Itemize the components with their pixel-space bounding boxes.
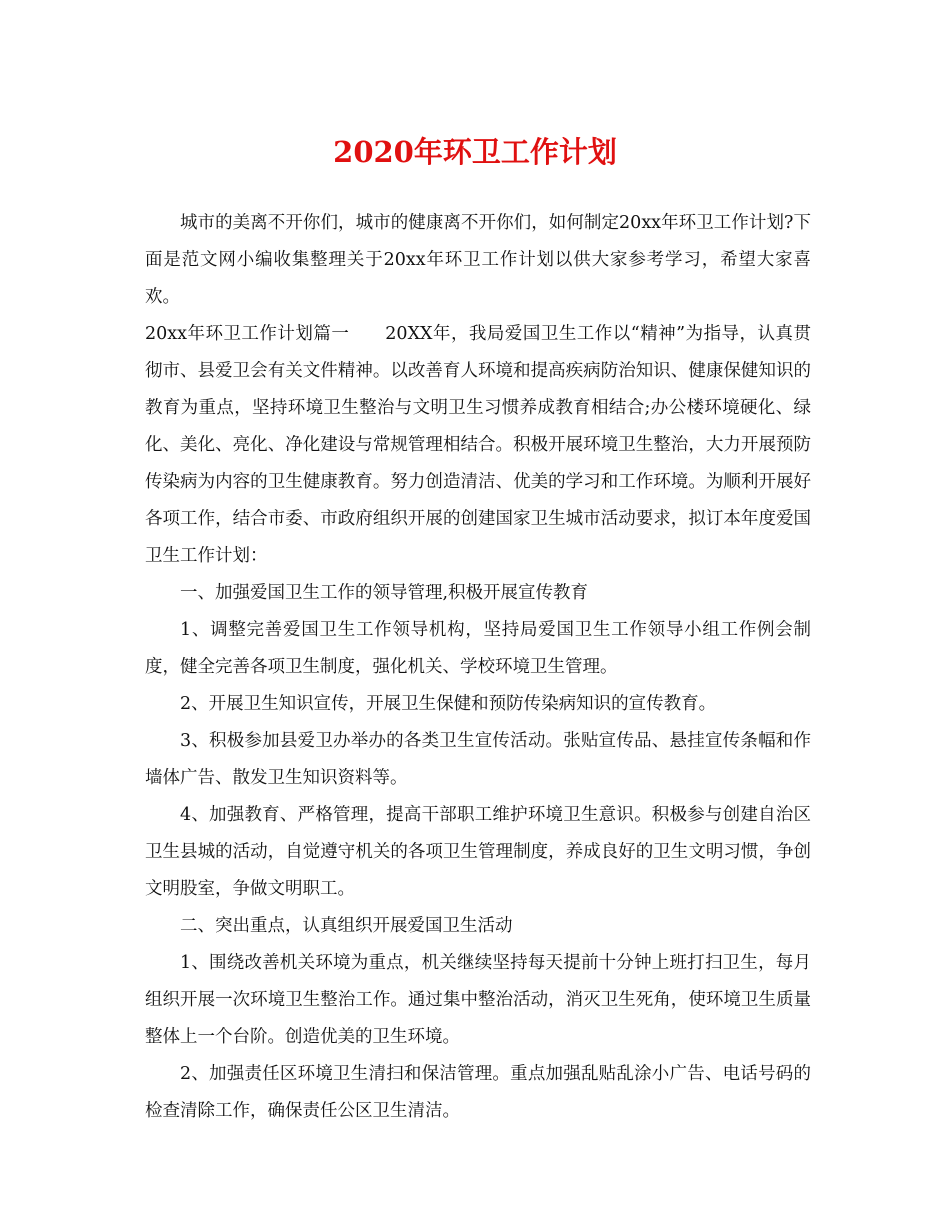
section-heading-1: 一、加强爱国卫生工作的领导管理,积极开展宣传教育 [180, 583, 589, 603]
list-item-1-4: 4、加强教育、严格管理，提高干部职工维护环境卫生意识。积极参与创建自治区卫生县城的活动，自觉遵守机关的各项卫生管理制度，养成良好的卫生文明习惯，争创文明股室，争做文明职工。 [145, 805, 811, 899]
paragraph-plan-overview: 20xx年环卫工作计划篇一 20XX年，我局爱国卫生工作以“精神”为指导，认真贯彻市、县爱卫会有关文件精神。以改善育人环境和提高疾病防治知识、健康保健知识的教育为重点，坚持环境卫生整治与文明卫生习惯养成教育相结合;办公楼环境硬化、绿化、美化、亮化、净化建设与常规管理相结合。积极开展环境卫生整治，大力开展预防传染病为内容的卫生健康教育。努力创造清洁、优美的学习和工作环境。为顺利开展好各项工作，结合市委、市政府组织开展的创建国家卫生城市活动要求，拟订本年度爱国卫生工作计划： [145, 324, 811, 566]
list-item-1-3: 3、积极参加县爱卫办举办的各类卫生宣传活动。张贴宣传品、悬挂宣传条幅和作墙体广告、散发卫生知识资料等。 [145, 731, 811, 788]
paragraph-intro: 城市的美离不开你们，城市的健康离不开你们，如何制定20xx年环卫工作计划?下面是范文网小编收集整理关于20xx年环卫工作计划以供大家参考学习，希望大家喜欢。 [145, 213, 811, 307]
list-item-1-2: 2、开展卫生知识宣传，开展卫生保健和预防传染病知识的宣传教育。 [180, 694, 717, 714]
list-item-2-2: 2、加强责任区环境卫生清扫和保洁管理。重点加强乱贴乱涂小广告、电话号码的检查清除工作，确保责任公区卫生清洁。 [145, 1064, 811, 1121]
document-title: 2020年环卫工作计划 [333, 135, 617, 169]
section-heading-2: 二、突出重点，认真组织开展爱国卫生活动 [180, 916, 513, 936]
list-item-2-1: 1、围绕改善机关环境为重点，机关继续坚持每天提前十分钟上班打扫卫生，每月组织开展一次环境卫生整治工作。通过集中整治活动，消灭卫生死角，使环境卫生质量整体上一个台阶。创造优美的卫生环境。 [145, 953, 811, 1047]
document-body [145, 205, 811, 1130]
list-item-1-1: 1、调整完善爱国卫生工作领导机构，坚持局爱国卫生工作领导小组工作例会制度，健全完善各项卫生制度，强化机关、学校环境卫生管理。 [145, 620, 811, 677]
